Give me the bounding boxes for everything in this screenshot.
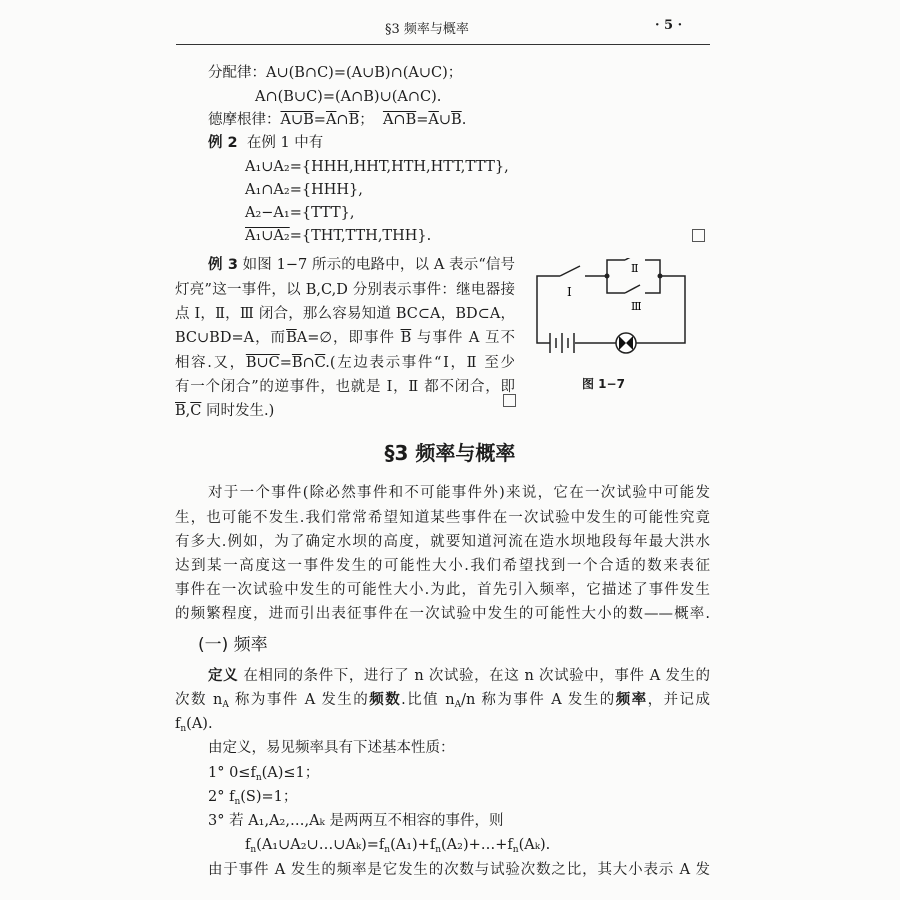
text-line (208, 860, 710, 880)
bold-term: 频率 (615, 692, 648, 708)
text-segment: . (461, 112, 467, 128)
subscript: n (250, 845, 257, 855)
text-segment: 与事件 A 互不 (411, 330, 515, 346)
overlined-text: $\overline{B}$ (291, 355, 303, 371)
text-line (255, 87, 441, 107)
text-segment: 由于事件 A 发生的频率是它发生的次数与试验次数之比，其大小表示 A 发 (208, 862, 710, 878)
text-segment: 分配律：A∪(B∩C)=(A∪B)∩(A∪C)； (208, 65, 463, 81)
text-segment: = (416, 112, 429, 128)
text-line (175, 328, 515, 348)
text-line (245, 835, 550, 860)
subscript: A (454, 700, 462, 710)
text-segment: 称为事件 A 发生的 (228, 692, 370, 708)
end-of-example-square (503, 394, 516, 407)
text-line (208, 110, 466, 130)
text-segment: (S)=1； (240, 789, 298, 805)
text-segment: ∪ (438, 112, 452, 128)
overlined-text: B∪C (245, 355, 280, 371)
text-line (175, 508, 710, 528)
text-line (175, 580, 710, 600)
text-line (175, 556, 710, 576)
text-segment: f (245, 837, 251, 853)
text-line (175, 532, 710, 552)
text-segment: 2° f (208, 789, 235, 805)
overlined-text: A∩B (382, 112, 417, 128)
text-segment: 事件在一次试验中发生的可能性大小.为此，首先引入频率，它描述了事件发生 (175, 582, 710, 598)
text-segment: 生，也可能不发生.我们常常希望知道某些事件在一次试验中发生的可能性究竟 (175, 510, 710, 526)
subscript: n (512, 845, 519, 855)
figure-caption: 图 1−7 (582, 377, 625, 391)
text-line (175, 604, 710, 624)
text-segment: 对于一个事件(除必然事件和不可能事件外)来说，它在一次试验中可能发 (208, 485, 710, 501)
subscript: A (222, 700, 229, 710)
text-segment: (Aₖ). (518, 837, 551, 853)
text-line (208, 483, 710, 503)
text-segment: 相容.又， (175, 355, 246, 371)
text-segment: 3° 若 A₁,A₂,…,Aₖ 是两两互不相容的事件，则 (208, 813, 504, 829)
text-line (245, 203, 354, 223)
switch-label-1: Ⅰ (567, 285, 572, 299)
text-line (208, 666, 710, 686)
text-segment: 点 Ⅰ，Ⅱ，Ⅲ 闭合，那么容易知道 BC⊂A，BD⊂A， (175, 306, 515, 322)
bold-term: 例 3 (208, 257, 238, 273)
text-line (175, 377, 515, 397)
subscript: n (255, 773, 262, 783)
text-segment: ∩ (302, 355, 315, 371)
text-segment: A₁∪A₂={HHH,HHT,HTH,HTT,TTT}, (245, 159, 509, 175)
text-segment: (A₁)+f (390, 837, 436, 853)
switch-label-2: Ⅱ (631, 262, 639, 275)
bold-term: 定义 (208, 668, 239, 684)
text-segment: 如图 1−7 所示的电路中，以 A 表示“信号 (237, 257, 516, 273)
overlined-text: $\overline{B}$ (175, 403, 186, 419)
text-line (208, 763, 319, 788)
overlined-text: $\overline{A}$ (325, 112, 337, 128)
subscript: n (384, 845, 391, 855)
text-line (245, 157, 509, 177)
text-segment: 达到某一高度这一事件发生的可能性大小.我们希望找到一个合适的数来表征 (175, 558, 710, 574)
text-line (208, 811, 503, 831)
text-segment: ={THT,TTH,THH}. (289, 228, 432, 244)
text-segment: 有一个闭合”的逆事件，也就是 Ⅰ，Ⅱ 都不闭合，即 (175, 379, 515, 395)
subscript: n (180, 724, 187, 734)
text-segment: BC∪BD=A，而 (175, 330, 287, 346)
text-segment: A₁∩A₂={HHH}, (245, 182, 363, 198)
overlined-text: $\overline{B}$ (400, 330, 412, 346)
text-segment: (A₁∪A₂∪…∪Aₖ)=f (256, 837, 385, 853)
text-segment: 同时发生.) (201, 403, 275, 419)
text-segment: 次数 n (175, 692, 223, 708)
text-segment: = (279, 355, 292, 371)
subsection-heading: (一) 频率 (198, 635, 268, 655)
text-line (175, 353, 515, 373)
text-segment: A=∅，即事件 (296, 330, 401, 346)
text-segment: 德摩根律： (208, 112, 281, 128)
text-line (175, 280, 515, 300)
text-line (208, 787, 297, 812)
text-segment: = (313, 112, 326, 128)
page-number: · 5 · (655, 18, 683, 33)
text-segment: A₂−A₁={TTT}, (245, 205, 355, 221)
text-segment: 灯亮”这一事件，以 B,C,D 分别表示事件：继电器接 (175, 282, 515, 298)
text-segment: A∩(B∪C)=(A∩B)∪(A∩C). (255, 89, 442, 105)
overlined-text: $\overline{B}$ (451, 112, 462, 128)
text-segment: 有多大.例如，为了确定水坝的高度，就要知道河流在造水坝地段每年最大洪水 (175, 534, 710, 550)
text-segment: 的频繁程度，进而引出表征事件在一次试验中发生的可能性大小的数——概率. (175, 606, 710, 622)
text-line (175, 401, 274, 421)
overlined-text: $\overline{C}$ (190, 403, 202, 419)
text-segment: .比值 n (401, 692, 455, 708)
text-line (245, 226, 431, 246)
text-segment: , (185, 403, 191, 419)
end-of-example-square (692, 229, 705, 242)
overlined-text: $\overline{A}$ (428, 112, 439, 128)
text-segment: 在相同的条件下，进行了 n 次试验，在这 n 次试验中，事件 A 发生的 (238, 668, 710, 684)
text-segment: 由定义，易见频率具有下述基本性质： (208, 740, 455, 756)
text-segment: f (175, 716, 181, 732)
text-segment: ； (359, 112, 383, 128)
text-segment: 在例 1 中有 (237, 135, 324, 151)
text-line (175, 714, 213, 739)
text-segment: (A₂)+…+f (441, 837, 513, 853)
overlined-text: A₁∪A₂ (245, 228, 290, 244)
text-line (175, 304, 515, 324)
overlined-text: $\overline{B}$ (348, 112, 360, 128)
overlined-text: $\overline{B}$ (286, 330, 297, 346)
text-line (175, 690, 710, 715)
text-segment: .(左边表示事件“Ⅰ，Ⅱ 至少 (325, 355, 516, 371)
text-segment: ，并记成 (647, 692, 710, 708)
subscript: n (234, 797, 241, 807)
overlined-text: $\overline{C}$ (314, 355, 326, 371)
text-segment: /n 称为事件 A 发生的 (461, 692, 616, 708)
text-line (208, 63, 462, 83)
bold-term: 例 2 (208, 135, 238, 151)
running-header-title: §3 频率与概率 (385, 22, 469, 37)
switch-label-3: Ⅲ (631, 300, 642, 313)
text-line (208, 133, 323, 153)
subscript: n (435, 845, 441, 855)
text-segment: 1° 0≤f (208, 765, 256, 781)
header-rule (176, 44, 710, 45)
text-line (245, 180, 363, 200)
text-segment: (A). (186, 716, 213, 732)
bold-term: 频数 (369, 692, 402, 708)
text-line (208, 738, 455, 758)
overlined-text: A∪B (280, 112, 314, 128)
text-segment: (A)≤1； (261, 765, 320, 781)
circuit-diagram (535, 258, 695, 368)
text-segment: ∩ (336, 112, 349, 128)
section-heading: §3 频率与概率 (384, 441, 516, 465)
text-line (208, 255, 515, 275)
